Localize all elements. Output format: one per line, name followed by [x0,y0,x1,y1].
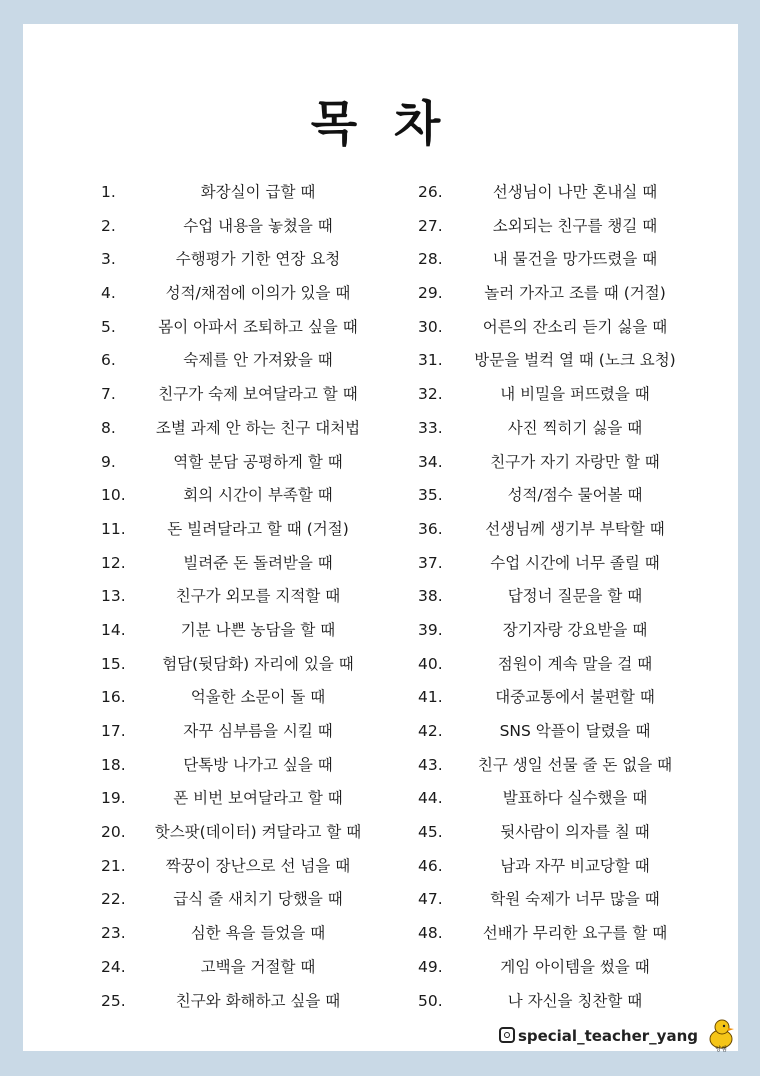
toc-item-number: 1. [101,183,116,201]
toc-item-text: 친구가 외모를 지적할 때 [175,587,341,606]
toc-item [418,277,718,311]
toc-item-number: 3. [101,250,116,269]
toc-item [101,513,401,547]
toc-item-text: 급식 줄 새치기 당했을 때 [173,890,343,909]
toc-item-text: 심한 욕을 들었을 때 [190,924,326,943]
toc-item-text: 수행평가 기한 연장 요청 [175,250,341,269]
toc-item [101,243,401,277]
toc-item-text: 뒷사람이 의자를 칠 때 [500,823,650,842]
toc-item-text: 사진 찍히기 싫을 때 [507,418,643,437]
toc-item-number: 42. [418,722,443,740]
toc-item-number: 16. [101,688,126,707]
instagram-icon [499,1027,515,1043]
toc-item [101,917,401,951]
toc-item-number: 49. [418,957,443,976]
toc-item-number: 30. [418,317,443,336]
toc-item-number: 15. [101,654,126,673]
toc-item-text: 친구와 화해하고 싶을 때 [175,991,341,1010]
toc-item-text: 내 비밀을 퍼뜨렸을 때 [500,385,650,404]
toc-item [418,580,718,614]
toc-item-text: 핫스팟(데이터) 켜달라고 할 때 [154,823,362,842]
toc-item-number: 10. [101,486,126,505]
toc-item [101,479,401,513]
handle-text: special_teacher_yang [517,1027,698,1045]
toc-item [101,883,401,917]
toc-item-number: 45. [418,823,443,842]
toc-item [101,176,401,210]
toc-item-number: 14. [101,620,126,639]
toc-item-number: 29. [418,284,443,303]
duck-logo-icon [706,1018,736,1052]
toc-item-text: 회의 시간이 부족할 때 [183,486,333,505]
toc-item-number: 13. [101,587,126,606]
toc-item [101,782,401,816]
toc-item-text: 놀러 가자고 조를 때 (거절) [484,284,666,303]
toc-item [418,378,718,412]
toc-item-number: 19. [101,789,126,808]
toc-item-number: 33. [418,418,443,437]
toc-item-text: 화장실이 급할 때 [200,183,316,201]
toc-column-left [101,176,401,1018]
toc-item [101,614,401,648]
toc-item-number: 34. [418,452,443,471]
toc-item-number: 36. [418,519,443,538]
toc-item-text: 선생님께 생기부 부탁할 때 [485,519,665,538]
toc-item [101,547,401,581]
toc-item-number: 24. [101,957,126,976]
toc-item [101,344,401,378]
instagram-handle [499,1024,698,1048]
toc-item [418,479,718,513]
toc-item-text: 고백을 거절할 때 [200,957,316,976]
toc-item-text: 대중교통에서 불편할 때 [495,688,655,707]
toc-item-text: 몸이 아파서 조퇴하고 싶을 때 [158,317,358,336]
toc-item-text: 억울한 소문이 돌 때 [190,688,326,707]
toc-item [101,681,401,715]
toc-item [101,715,401,749]
toc-item-text: 수업 내용을 놓쳤을 때 [183,216,333,235]
toc-item [101,311,401,345]
toc-item-number: 26. [418,183,443,201]
toc-item-text: 빌려준 돈 돌려받을 때 [183,553,333,572]
toc-item [418,951,718,985]
toc-item [418,883,718,917]
toc-item-text: 친구가 자기 자랑만 할 때 [490,452,660,471]
toc-item [101,378,401,412]
toc-item [101,951,401,985]
toc-item-number: 7. [101,385,116,404]
toc-item [418,547,718,581]
toc-item [101,985,401,1019]
toc-item-number: 12. [101,553,126,572]
toc-item-text: 역할 분담 공평하게 할 때 [173,452,343,471]
toc-item-text: 험담(뒷담화) 자리에 있을 때 [162,654,354,673]
toc-item-number: 46. [418,856,443,875]
toc-item [418,917,718,951]
toc-item-text: 나 자신을 칭찬할 때 [507,991,643,1010]
toc-item-text: 장기자랑 강요받을 때 [502,620,648,639]
toc-item [101,580,401,614]
toc-item-number: 39. [418,620,443,639]
toc-item-text: 소외되는 친구를 챙길 때 [492,216,658,235]
toc-item-number: 48. [418,924,443,943]
toc-item-text: 수업 시간에 너무 졸릴 때 [490,553,660,572]
toc-item-text: 발표하다 실수했을 때 [502,789,648,808]
toc-item [418,715,718,749]
toc-item-text: 돈 빌려달라고 할 때 (거절) [167,519,349,538]
toc-item-number: 50. [418,991,443,1010]
toc-item-text: 숙제를 안 가져왔을 때 [183,351,333,370]
toc-item [418,446,718,480]
toc-item-text: 성적/점수 물어볼 때 [507,486,643,505]
toc-item-number: 5. [101,317,116,336]
toc-item-text: SNS 악플이 달렸을 때 [499,722,651,740]
toc-item-text: 친구 생일 선물 줄 돈 없을 때 [477,755,673,774]
toc-item-number: 37. [418,553,443,572]
toc-item [101,648,401,682]
toc-item-number: 17. [101,722,126,740]
toc-item-number: 41. [418,688,443,707]
toc-item [418,311,718,345]
toc-item-number: 11. [101,519,126,538]
toc-item-text: 단톡방 나가고 싶을 때 [183,755,333,774]
toc-item [418,176,718,210]
toc-item-text: 친구가 숙제 보여달라고 할 때 [158,385,358,404]
toc-item-number: 27. [418,216,443,235]
toc-item [418,513,718,547]
toc-item-number: 4. [101,284,116,303]
toc-item-number: 8. [101,418,116,437]
toc-item-text: 답정너 질문을 할 때 [507,587,643,606]
toc-item [101,210,401,244]
toc-item [418,782,718,816]
toc-item-text: 폰 비번 보여달라고 할 때 [173,789,343,808]
toc-item [418,816,718,850]
page-title: 목 차 [310,96,451,152]
toc-item-text: 선배가 무리한 요구를 할 때 [482,924,668,943]
toc-item [418,344,718,378]
toc-item-text: 자꾸 심부름을 시킬 때 [183,722,333,740]
toc-item-text: 게임 아이템을 썼을 때 [500,957,650,976]
toc-item-number: 38. [418,587,443,606]
toc-item-number: 32. [418,385,443,404]
toc-item [418,210,718,244]
toc-item-text: 남과 자꾸 비교당할 때 [500,856,650,875]
toc-item-number: 31. [418,351,443,370]
toc-item [418,243,718,277]
toc-item-number: 40. [418,654,443,673]
toc-item-text: 짝꿍이 장난으로 선 넘을 때 [165,856,351,875]
toc-item-number: 6. [101,351,116,370]
toc-item-number: 25. [101,991,126,1010]
toc-item [101,412,401,446]
toc-item [418,985,718,1019]
toc-item-number: 28. [418,250,443,269]
toc-item [418,681,718,715]
document-page [23,24,738,1051]
toc-item-text: 조별 과제 안 하는 친구 대처법 [155,418,361,437]
toc-column-right [418,176,718,1018]
toc-item-number: 47. [418,890,443,909]
toc-item-text: 기분 나쁜 농담을 할 때 [180,620,336,639]
toc-item-text: 점원이 계속 말을 걸 때 [497,654,653,673]
toc-item [418,412,718,446]
toc-item-number: 44. [418,789,443,808]
toc-item-number: 20. [101,823,126,842]
toc-item-number: 35. [418,486,443,505]
toc-item [101,749,401,783]
toc-item [101,277,401,311]
toc-item-number: 2. [101,216,116,235]
toc-item-number: 22. [101,890,126,909]
toc-item-number: 23. [101,924,126,943]
toc-item-number: 21. [101,856,126,875]
toc-item-text: 선생님이 나만 혼내실 때 [492,183,658,201]
toc-item [418,614,718,648]
toc-item [418,749,718,783]
toc-item [418,850,718,884]
toc-item [101,816,401,850]
toc-item-text: 내 물건을 망가뜨렸을 때 [492,250,658,269]
toc-item [101,850,401,884]
toc-item-text: 성적/채점에 이의가 있을 때 [165,284,351,303]
toc-item-number: 18. [101,755,126,774]
toc-item [101,446,401,480]
toc-item [418,648,718,682]
toc-item-text: 어른의 잔소리 듣기 싫을 때 [482,317,668,336]
toc-item-text: 학원 숙제가 너무 많을 때 [490,890,660,909]
toc-item-number: 9. [101,452,116,471]
toc-item-number: 43. [418,755,443,774]
logo-text: 양쌤 [715,1046,727,1052]
toc-item-text: 방문을 벌컥 열 때 (노크 요청) [474,351,676,370]
